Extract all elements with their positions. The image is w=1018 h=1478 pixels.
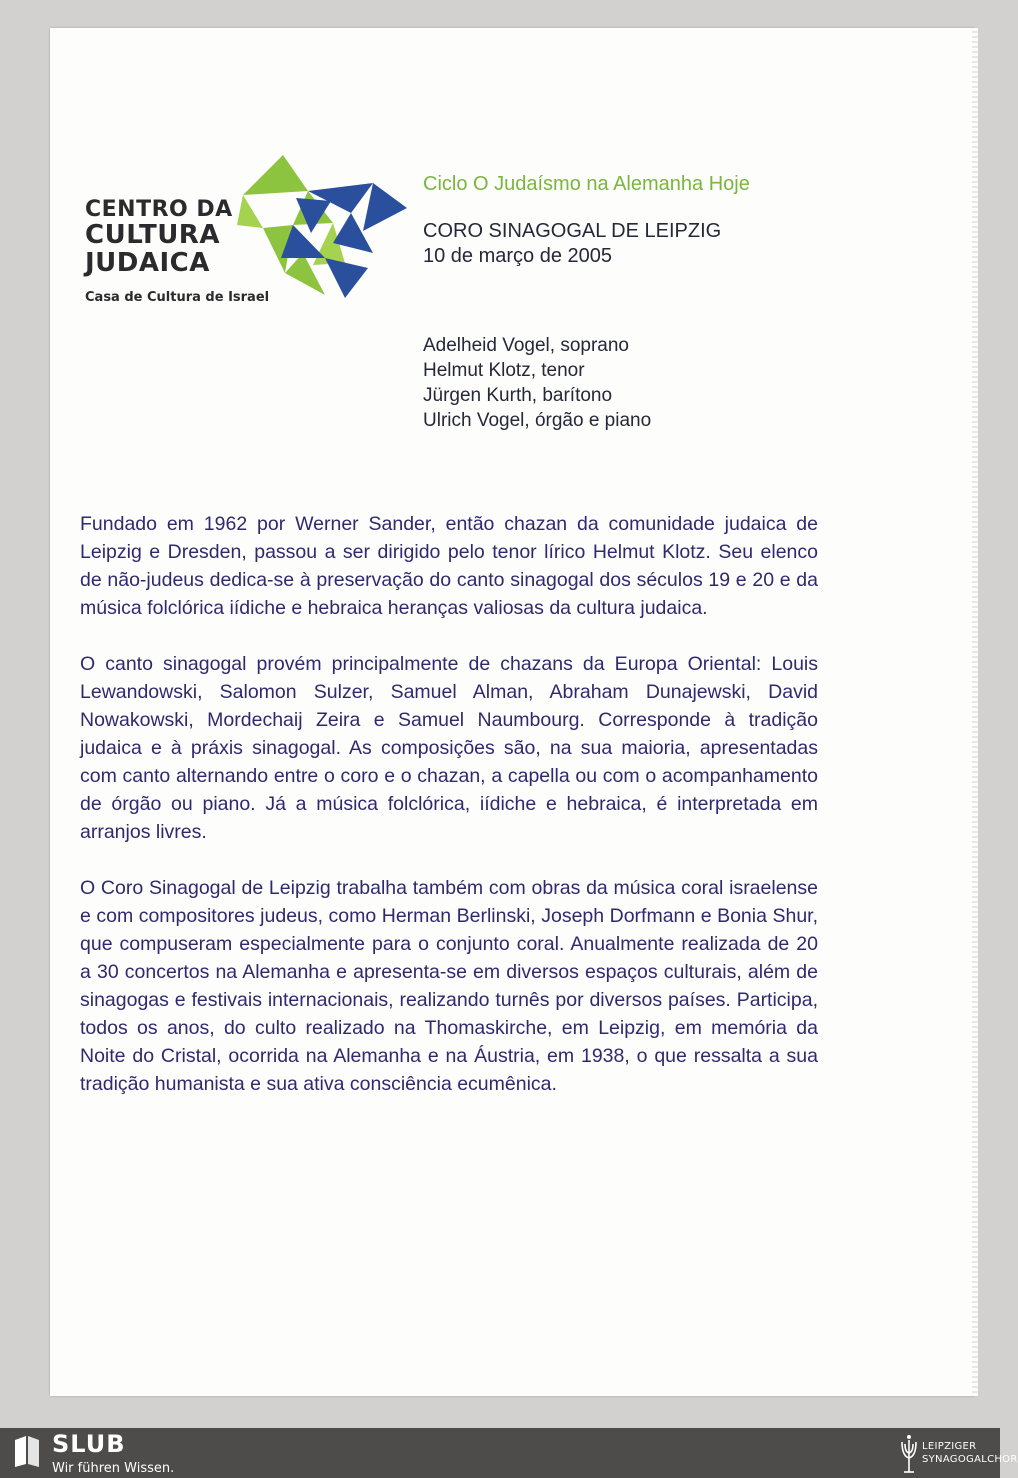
- performer-item: Helmut Klotz, tenor: [423, 360, 585, 381]
- cycle-title: Ciclo O Judaísmo na Alemanha Hoje: [423, 173, 750, 195]
- choir-logo-line-1: LEIPZIGER: [922, 1441, 977, 1452]
- slub-name: SLUB: [52, 1430, 126, 1458]
- logo-line-2: CULTURA: [85, 220, 220, 250]
- concert-title: CORO SINAGOGAL DE LEIPZIG: [423, 220, 722, 242]
- concert-header: [423, 173, 750, 268]
- choir-logo-line-2: SYNAGOGALCHOR: [922, 1454, 1018, 1465]
- paper-perforated-edge: [972, 28, 978, 1396]
- logo-line-1: CENTRO DA: [85, 197, 233, 222]
- program-body: [80, 510, 818, 1126]
- logo-line-3: JUDAICA: [85, 248, 210, 278]
- body-paragraph: Fundado em 1962 por Werner Sander, então chazan da comunidade judaica de Leipzig e Dresden, passou a ser dirigido pelo tenor lírico Helmut Klotz. Seu elenco de não-judeus dedica-se à preservação do canto sinagogal dos séculos 19 e 20 e da música folclórica iídiche e hebraica heranças valiosas da cultura judaica.: [80, 513, 818, 619]
- logo-wordmark: [85, 198, 233, 277]
- menorah-icon: [898, 1432, 920, 1474]
- body-paragraph: O Coro Sinagogal de Leipzig trabalha também com obras da música coral israelense e com compositores judeus, como Herman Berlinski, Joseph Dorfmann e Bonia Shur, que compuseram especialmente para o conjunto coral. Anualmente realizada de 20 a 30 concertos na Alemanha e apresenta-se em diversos espaços culturais, além de sinagogas e festivais internacionais, realizando turnês por diversos países. Participa, todos os anos, do culto realizado na Thomaskirche, em Leipzig, em memória da Noite do Cristal, ocorrida na Alemanha e na Áustria, em 1938, o que ressalta a sua tradição humanista e sua ativa consciência ecumênica.: [80, 877, 818, 1095]
- star-of-david-logo-icon: [233, 153, 408, 298]
- performer-list: [423, 333, 651, 433]
- performer-item: Ulrich Vogel, órgão e piano: [423, 410, 652, 431]
- body-paragraph: O canto sinagogal provém principalmente de chazans da Europa Oriental: Louis Lewandowski, Salomon Sulzer, Samuel Alman, Abraham Dunajewski, David Nowakowski, Mordechaij Zeira e Samuel Naumbourg. Corresponde à tradição judaica e à práxis sinagogal. As composições são, na sua maioria, apresentadas com canto alternando entre o coro e o chazan, a capella ou com o acompanhamento de órgão ou piano. Já a música folclórica, iídiche e hebraica, é interpretada em arranjos livres.: [80, 653, 818, 843]
- performer-item: Jürgen Kurth, barítono: [423, 385, 613, 406]
- slub-tagline: Wir führen Wissen.: [52, 1461, 175, 1476]
- concert-date: 10 de março de 2005: [423, 245, 613, 267]
- choir-logo-text: [922, 1440, 1018, 1466]
- logo-subtitle: Casa de Cultura de Israel: [85, 290, 270, 305]
- slub-book-icon: [12, 1434, 42, 1468]
- program-sheet: [50, 28, 974, 1396]
- performer-item: Adelheid Vogel, soprano: [423, 335, 629, 356]
- viewer-footer-bar: [0, 1428, 1018, 1478]
